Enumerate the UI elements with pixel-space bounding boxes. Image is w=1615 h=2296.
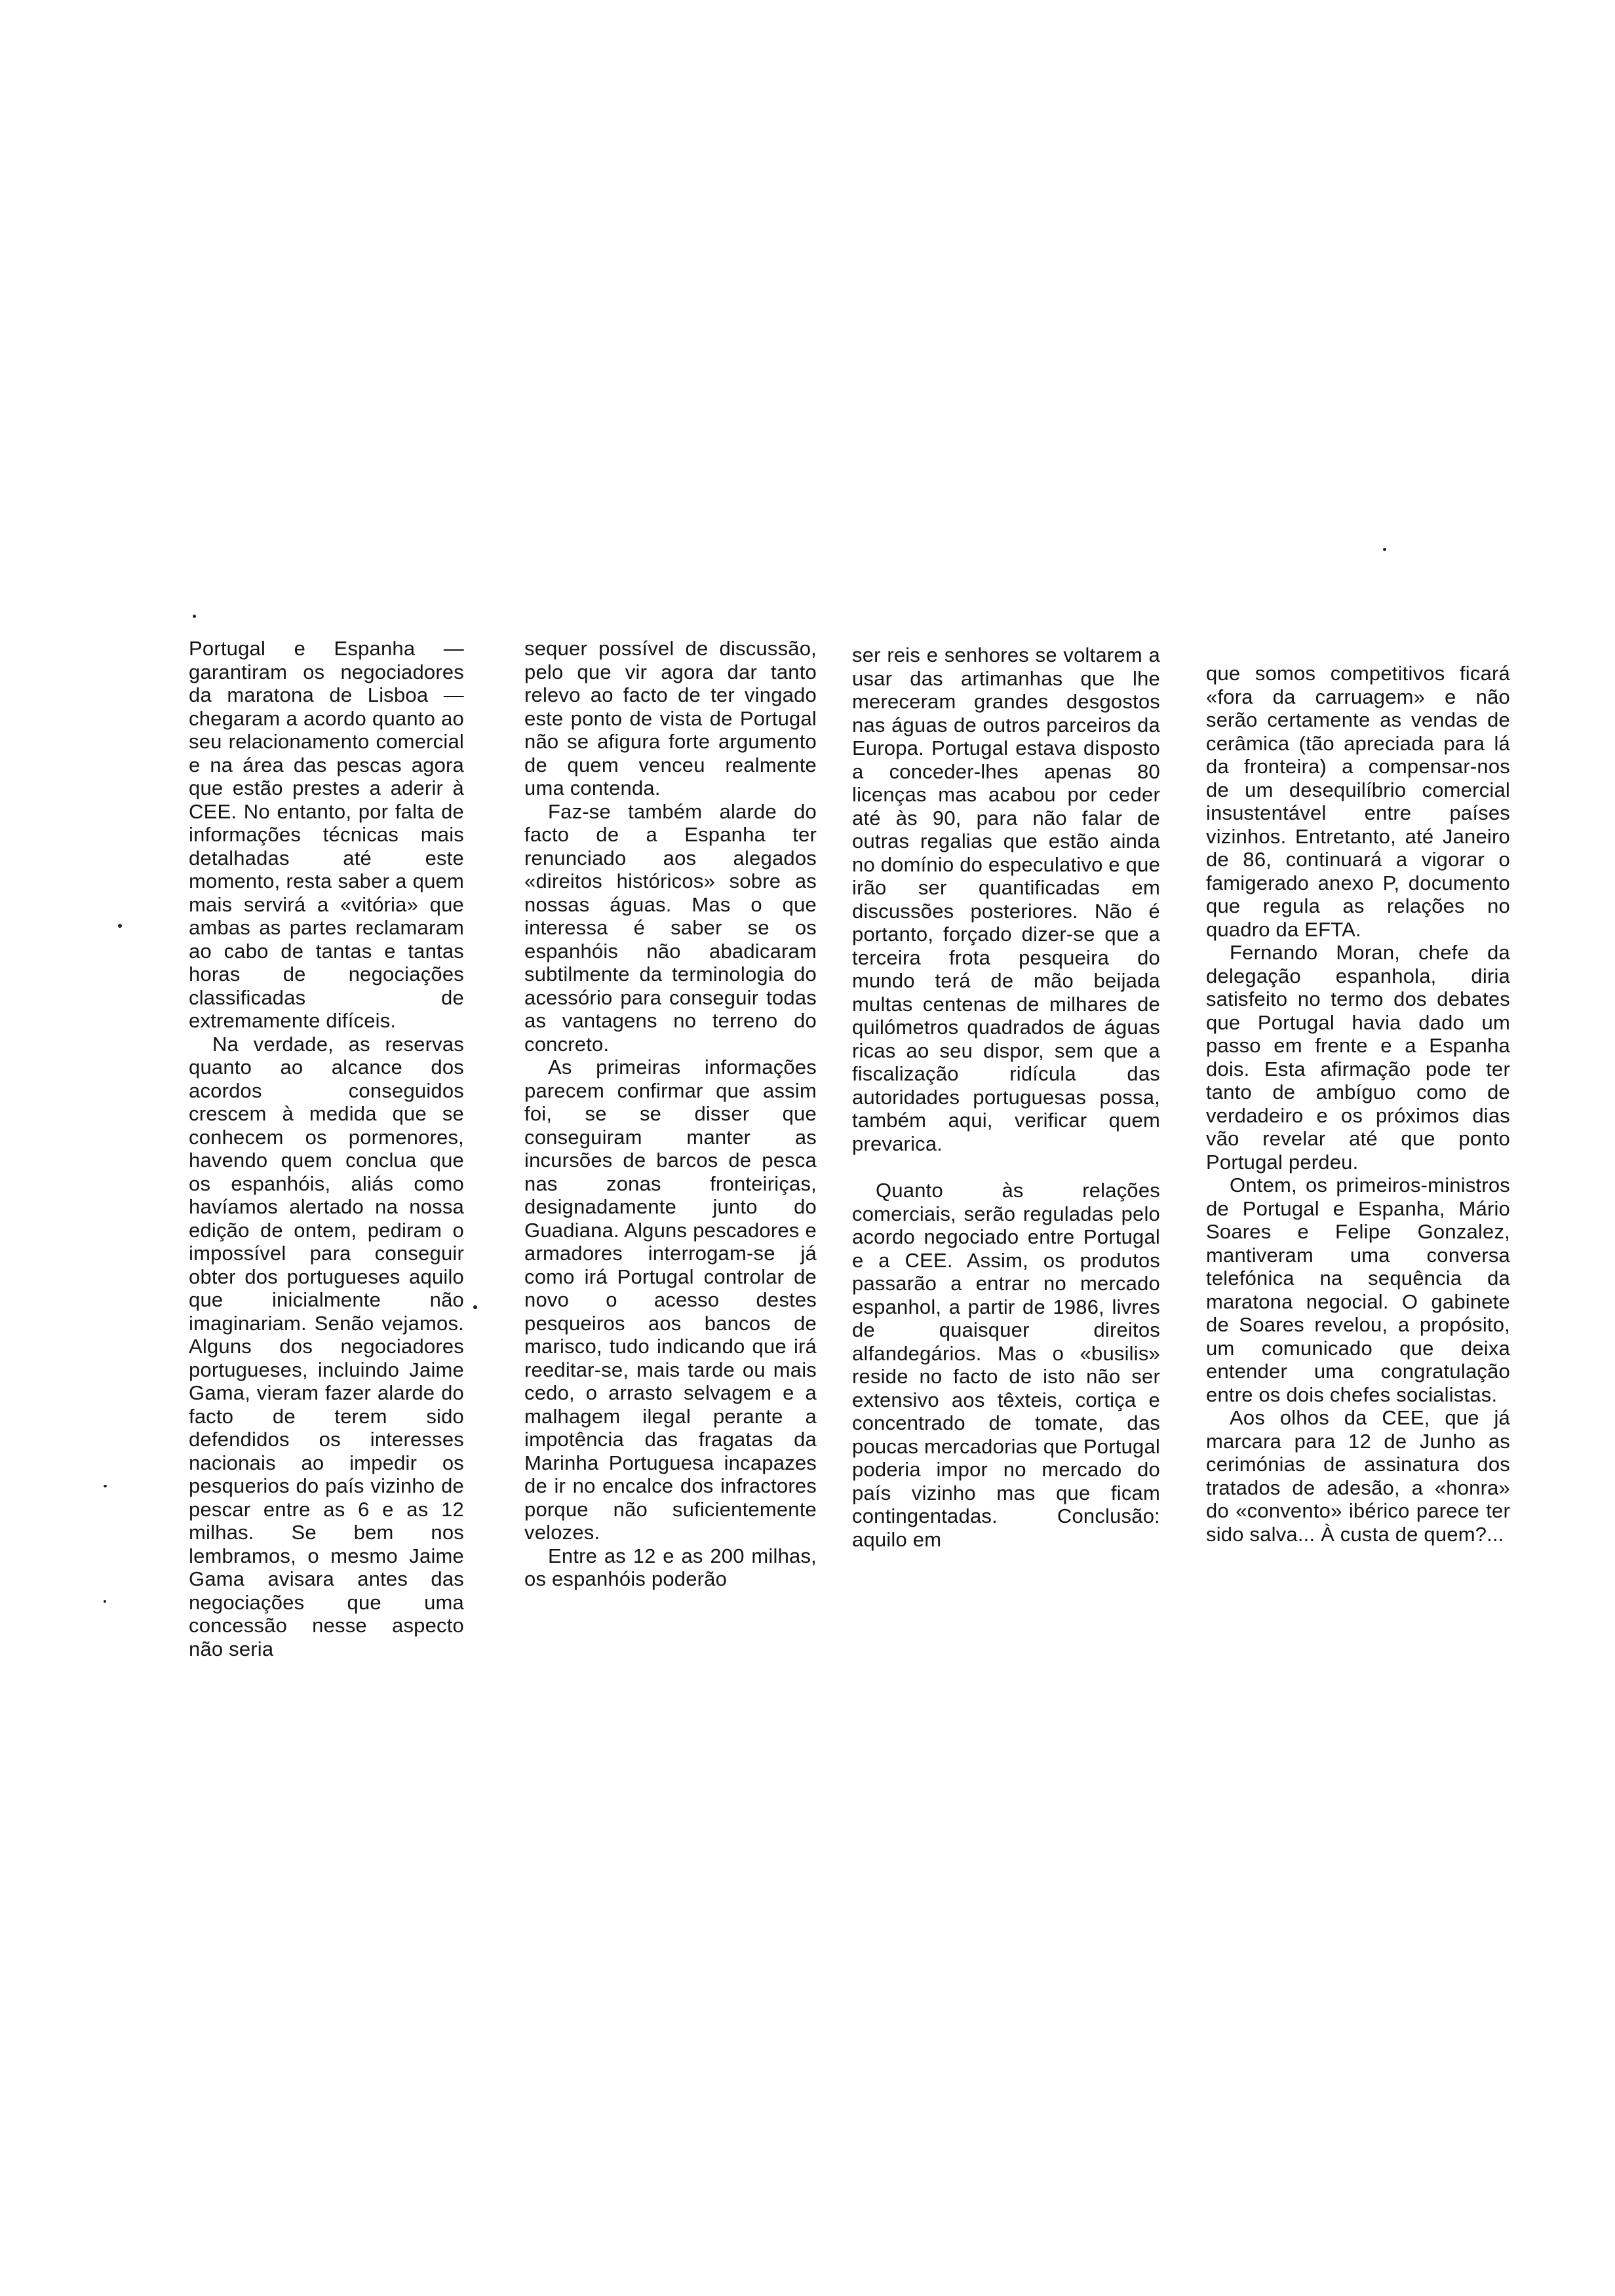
paragraph: As primeiras informações parecem confirmar que assim foi, se se disser que conseguiram manter as incursões de barcos de pesca nas zonas fronteiriças, designadamente junto do Guadiana. Alguns pescadores e armadores interrogam-se já como irá Portugal controlar de novo o acesso destes pesqueiros aos bancos de marisco, tudo indicando que irá reeditar-se, mais tarde ou mais cedo, o arrasto selvagem e a malhagem ilegal perante a impotência das fragatas da Marinha Portuguesa incapazes de ir no encalce dos infractores porque não suficientemente velozes. bbox=[524, 1056, 817, 1544]
paragraph: ser reis e senhores se voltarem a usar das artimanhas que lhe mereceram grandes desgostos nas águas de outros parceiros da Europa. Portugal estava disposto a conceder-lhes apenas 80 licenças mas acabou por ceder até às 90, para não falar de outras regalias que estão ainda no domínio do especulativo e que irão ser quantificadas em discussões posteriores. Não é portanto, forçado dizer-se que a terceira frota pesqueira do mundo terá de mão beijada multas centenas de milhares de quilómetros quadrados de águas ricas ao seu dispor, sem que a fiscalização ridícula das autoridades portuguesas possa, também aqui, verificar quem prevarica. bbox=[852, 643, 1161, 1155]
article-column-2 bbox=[524, 637, 817, 1591]
paragraph: que somos competitivos ficará «fora da carruagem» e não serão certamente as vendas de cerâmica (tão apreciada para lá da fronteira) a compensar-nos de um desequilíbrio comercial insustentável entre países vizinhos. Entretanto, até Janeiro de 86, continuará a vigorar o famigerado anexo P, documento que regula as relações no quadro da EFTA. bbox=[1206, 662, 1510, 941]
scan-speck bbox=[104, 1485, 107, 1487]
scan-speck bbox=[473, 1305, 477, 1309]
paragraph: Faz-se também alarde do facto de a Espanha ter renunciado aos alegados «direitos históricos» sobre as nossas águas. Mas o que interessa é saber se os espanhóis não abadicaram subtilmente da terminologia do acessório para conseguir todas as vantagens no terreno do concreto. bbox=[524, 799, 817, 1056]
scan-speck bbox=[104, 1600, 106, 1603]
paragraph: Aos olhos da CEE, que já marcara para 12 de Junho as cerimónias de assinatura dos tratados de adesão, a «honra» do «convento» ibérico parece ter sido salva... À custa de quem?... bbox=[1206, 1406, 1510, 1546]
paragraph: Na verdade, as reservas quanto ao alcance dos acordos conseguidos crescem à medida que se conhecem os pormenores, havendo quem conclua que os espanhóis, aliás como havíamos alertado na nossa edição de ontem, pediram o impossível para conseguir obter dos portugueses aquilo que inicialmente não imaginariam. Senão vejamos. Alguns dos negociadores portugueses, incluindo Jaime Gama, vieram fazer alarde do facto de terem sido defendidos os interesses nacionais ao impedir os pesquerios do país vizinho de pescar entre as 6 e as 12 milhas. Se bem nos lembramos, o mesmo Jaime Gama avisara antes das negociações que uma concessão nesse aspecto não seria bbox=[189, 1032, 464, 1660]
scan-speck bbox=[193, 615, 196, 618]
scan-speck bbox=[1383, 548, 1386, 551]
article-column-3 bbox=[852, 643, 1160, 1551]
paragraph: Quanto às relações comerciais, serão reguladas pelo acordo negociado entre Portugal e a CEE. Assim, os produtos passarão a entrar no mercado espanhol, a partir de 1986, livres de quaisquer direitos alfandegários. Mas o «busilis» reside no facto de isto não ser extensivo aos têxteis, cortiça e concentrado de tomate, das poucas mercadorias que Portugal poderia impor no mercado do país vizinho mas que ficam contingentadas. Conclusão: aquilo em bbox=[852, 1179, 1160, 1551]
paragraph: sequer possível de discussão, pelo que vir agora dar tanto relevo ao facto de ter vingado este ponto de vista de Portugal não se afigura forte argumento de quem venceu realmente uma contenda. bbox=[524, 637, 817, 799]
paragraph: Portugal e Espanha — garantiram os negociadores da maratona de Lisboa — chegaram a acordo quanto ao seu relacionamento comercial e na área das pescas agora que estão prestes a aderir à CEE. No entanto, por falta de informações técnicas mais detalhadas até este momento, resta saber a quem mais servirá a «vitória» que ambas as partes reclamaram ao cabo de tantas e tantas horas de negociações classificadas de extremamente difíceis. bbox=[189, 637, 464, 1032]
paragraph: Entre as 12 e as 200 milhas, os espanhóis poderão bbox=[524, 1544, 817, 1590]
scan-speck bbox=[118, 924, 122, 928]
article-column-1 bbox=[189, 637, 464, 1660]
paragraph: Ontem, os primeiros-ministros de Portugal e Espanha, Mário Soares e Felipe Gonzalez, mantiveram uma conversa telefónica na sequência da maratona negocial. O gabinete de Soares revelou, a propósito, um comunicado que deixa entender uma congratulação entre os dois chefes socialistas. bbox=[1206, 1174, 1510, 1406]
paragraph: Fernando Moran, chefe da delegação espanhola, diria satisfeito no termo dos debates que Portugal havia dado um passo em frente e a Espanha dois. Esta afirmação pode ter tanto de ambíguo como de verdadeiro e os próximos dias vão revelar até que ponto Portugal perdeu. bbox=[1206, 941, 1510, 1174]
article-column-4 bbox=[1206, 662, 1510, 1546]
